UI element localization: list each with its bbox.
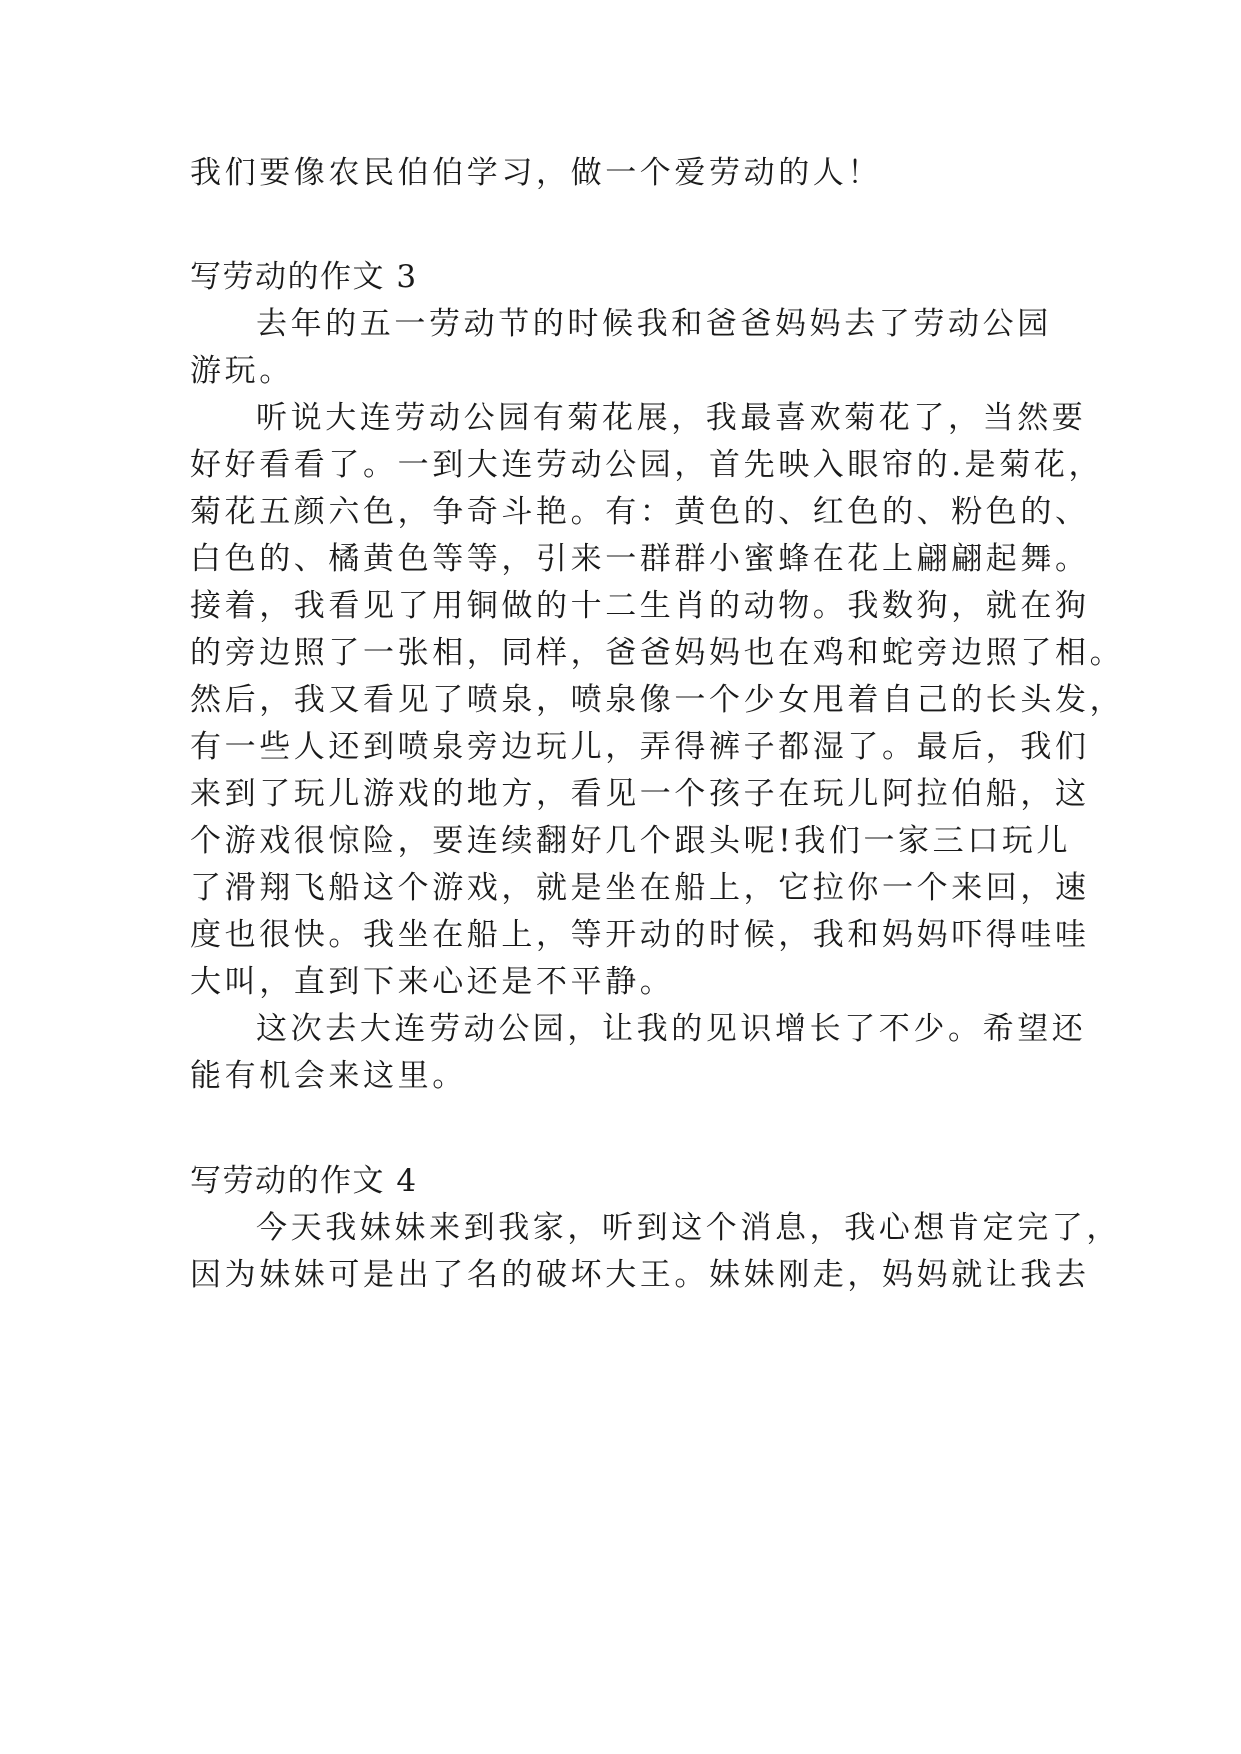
paragraph-line: 菊花五颜六色，争奇斗艳。有：黄色的、红色的、粉色的、 [190, 494, 1090, 530]
paragraph-line: 度也很快。我坐在船上，等开动的时候，我和妈妈吓得哇哇 [190, 917, 1090, 953]
paragraph-line: 接着，我看见了用铜做的十二生肖的动物。我数狗，就在狗 [190, 588, 1090, 624]
document-page [190, 150, 1125, 1299]
paragraph-line: 的旁边照了一张相，同样，爸爸妈妈也在鸡和蛇旁边照了相。 [190, 635, 1125, 671]
paragraph-line: 这次去大连劳动公园，让我的见识增长了不少。希望还 [256, 1011, 1087, 1047]
paragraph-line: 了滑翔飞船这个游戏，就是坐在船上，它拉你一个来回，速 [190, 870, 1090, 906]
paragraph-line: 今天我妹妹来到我家，听到这个消息，我心想肯定完了， [256, 1210, 1121, 1246]
paragraph-line: 来到了玩儿游戏的地方，看见一个孩子在玩儿阿拉伯船，这 [190, 776, 1090, 812]
paragraph-line: 个游戏很惊险，要连续翻好几个跟头呢!我们一家三口玩儿 [190, 823, 1072, 859]
paragraph-line: 然后，我又看见了喷泉，喷泉像一个少女甩着自己的长头发， [190, 682, 1125, 718]
paragraph-line: 听说大连劳动公园有菊花展，我最喜欢菊花了，当然要 [256, 400, 1087, 436]
essay-heading-4: 写劳动的作文 4 [190, 1163, 418, 1199]
essay-heading-3: 写劳动的作文 3 [190, 259, 418, 295]
paragraph-line: 去年的五一劳动节的时候我和爸爸妈妈去了劳动公园 [256, 306, 1052, 342]
paragraph-line: 因为妹妹可是出了名的破坏大王。妹妹刚走，妈妈就让我去 [190, 1257, 1090, 1293]
paragraph-line: 白色的、橘黄色等等，引来一群群小蜜蜂在花上翩翩起舞。 [190, 541, 1090, 577]
paragraph-line: 游玩。 [190, 353, 294, 389]
paragraph-line: 有一些人还到喷泉旁边玩儿，弄得裤子都湿了。最后，我们 [190, 729, 1090, 765]
paragraph-line: 大叫，直到下来心还是不平静。 [190, 964, 675, 1000]
paragraph-line: 能有机会来这里。 [190, 1058, 467, 1094]
closing-sentence: 我们要像农民伯伯学习，做一个爱劳动的人！ [190, 155, 882, 191]
paragraph-line: 好好看看了。一到大连劳动公园，首先映入眼帘的.是菊花， [190, 447, 1104, 483]
